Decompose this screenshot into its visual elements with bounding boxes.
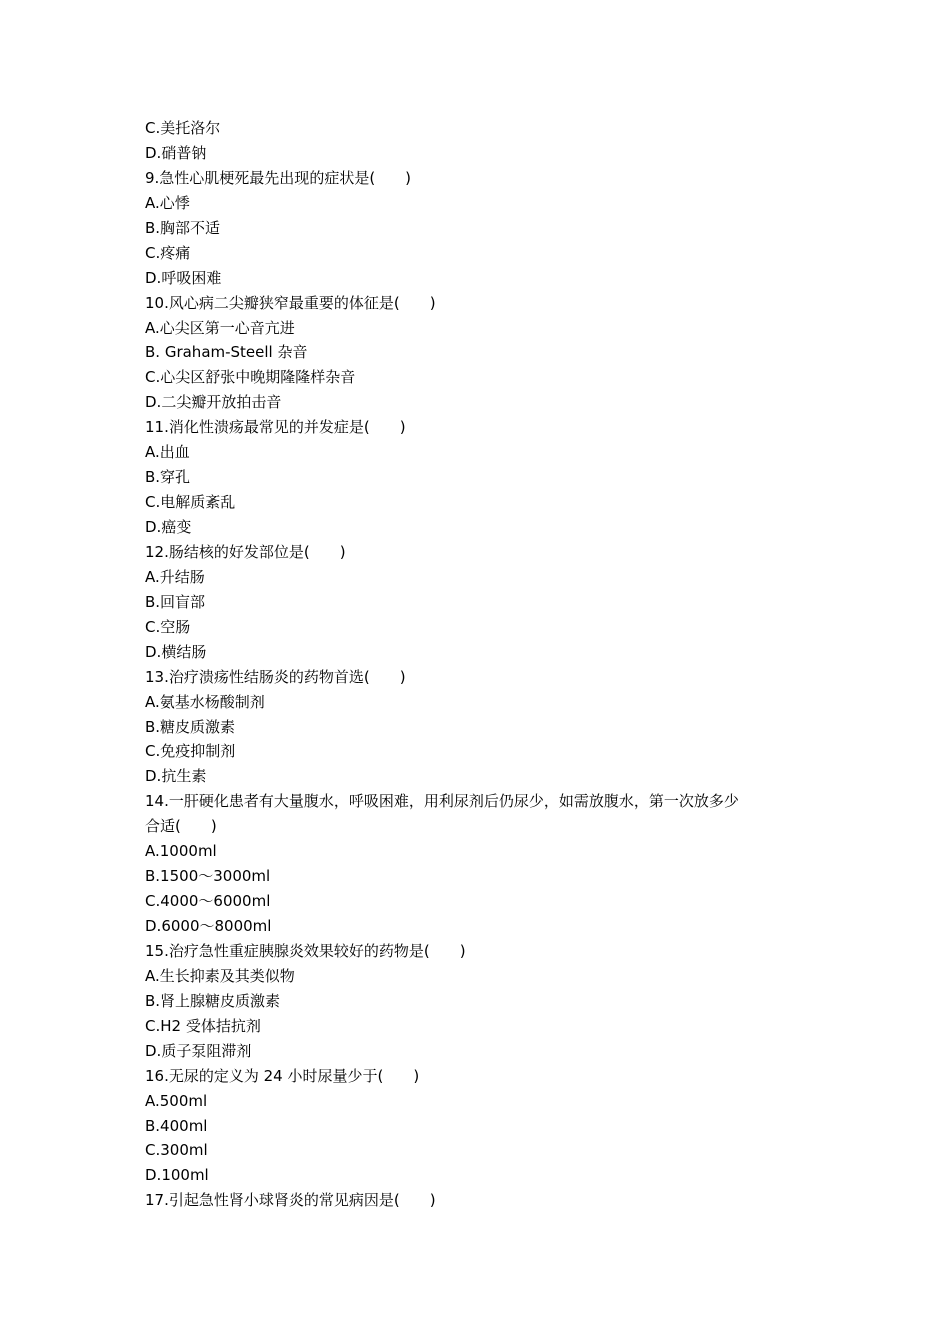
option-line: B.400ml xyxy=(145,1116,208,1135)
question-line: 15.治疗急性重症胰腺炎效果较好的药物是( ) xyxy=(145,941,466,960)
option-line: C.疼痛 xyxy=(145,243,191,262)
option-line: C.心尖区舒张中晚期隆隆样杂音 xyxy=(145,368,356,387)
option-line: C.300ml xyxy=(145,1141,208,1160)
question-line: 14.一肝硬化患者有大量腹水，呼吸困难，用利尿剂后仍尿少，如需放腹水，第一次放多少 xyxy=(145,792,739,811)
option-line: B.糖皮质激素 xyxy=(145,717,236,736)
option-line: B.穿孔 xyxy=(145,468,191,487)
option-line: B.肾上腺糖皮质激素 xyxy=(145,991,281,1010)
option-line: D.硝普钠 xyxy=(145,143,207,162)
option-line: B.回盲部 xyxy=(145,592,206,611)
option-line: D.二尖瓣开放拍击音 xyxy=(145,393,282,412)
option-line: D.呼吸困难 xyxy=(145,268,222,287)
option-line: B.1500～3000ml xyxy=(145,867,271,886)
question-line-continuation: 合适( ) xyxy=(145,817,217,836)
question-line: 11.消化性溃疡最常见的并发症是( ) xyxy=(145,418,406,437)
question-line: 10.风心病二尖瓣狭窄最重要的体征是( ) xyxy=(145,293,436,312)
option-line: A.1000ml xyxy=(145,842,217,861)
option-line: C.免疫抑制剂 xyxy=(145,742,236,761)
option-line: A.心尖区第一心音亢进 xyxy=(145,318,295,337)
option-line: A.氨基水杨酸制剂 xyxy=(145,692,265,711)
option-line: C.美托洛尔 xyxy=(145,119,221,137)
question-line: 17.引起急性肾小球肾炎的常见病因是( ) xyxy=(145,1191,436,1210)
option-line: D.6000～8000ml xyxy=(145,917,272,935)
option-line: B.胸部不适 xyxy=(145,218,221,237)
option-line: A.出血 xyxy=(145,443,190,462)
option-line: A.升结肠 xyxy=(145,567,205,586)
option-line: B. Graham-Steell 杂音 xyxy=(145,343,308,362)
option-line: D.抗生素 xyxy=(145,767,207,786)
question-line: 13.治疗溃疡性结肠炎的药物首选( ) xyxy=(145,667,406,686)
option-line: C.空肠 xyxy=(145,617,191,636)
option-line: D.横结肠 xyxy=(145,642,207,661)
option-line: D.100ml xyxy=(145,1166,209,1185)
option-line: D.质子泵阻滞剂 xyxy=(145,1041,252,1060)
question-line: 9.急性心肌梗死最先出现的症状是( ) xyxy=(145,168,412,187)
option-line: C.H2 受体拮抗剂 xyxy=(145,1016,261,1035)
option-line: C.4000～6000ml xyxy=(145,892,271,911)
question-line: 12.肠结核的好发部位是( ) xyxy=(145,542,346,561)
option-line: C.电解质紊乱 xyxy=(145,493,236,512)
option-line: A.500ml xyxy=(145,1091,208,1110)
option-line: D.癌变 xyxy=(145,518,192,536)
exam-text-block xyxy=(145,116,825,1213)
question-line: 16.无尿的定义为 24 小时尿量少于( ) xyxy=(145,1066,420,1085)
option-line: A.生长抑素及其类似物 xyxy=(145,966,295,985)
option-line: A.心悸 xyxy=(145,193,190,212)
